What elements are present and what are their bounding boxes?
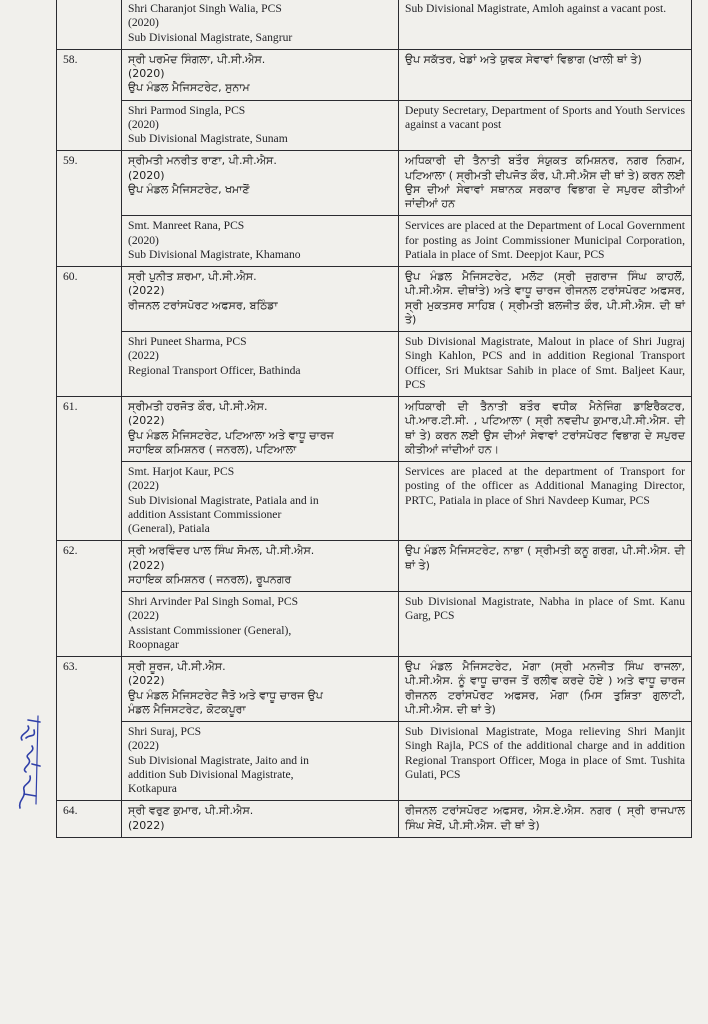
posting-cell	[399, 722, 692, 801]
officer-line: ਉਪ ਮੰਡਲ ਮੈਜਿਸਟਰੇਟ, ਸੁਨਾਮ	[128, 81, 250, 95]
posting-text: Services are placed at the Department of Local Government for posting as Joint Commissioner Municipal Corporation, Patiala in place of Smt. Deepjot Kaur, PCS	[405, 219, 685, 261]
posting-cell	[399, 801, 692, 837]
posting-cell	[399, 592, 692, 657]
officer-line: addition Assistant Commissioner	[128, 507, 282, 521]
table-row	[57, 100, 692, 151]
serial-number: 62.	[57, 541, 122, 657]
officer-cell	[122, 0, 399, 49]
posting-orders-body	[57, 0, 692, 837]
officer-line: Sub Divisional Magistrate, Sunam	[128, 132, 288, 146]
officer-line: Shri Charanjot Singh Walia, PCS	[128, 2, 282, 15]
officer-line: (2020)	[128, 168, 165, 182]
posting-cell	[399, 541, 692, 592]
posting-cell	[399, 397, 692, 462]
officer-line: Roopnagar	[128, 637, 179, 651]
officer-line: (2022)	[128, 414, 165, 428]
posting-text: Services are placed at the department of Transport for posting of the officer as Additional Managing Director, PRTC, Patiala in place of Shri Navdeep Kumar, PCS	[405, 464, 685, 507]
officer-cell	[122, 216, 399, 267]
officer-cell	[122, 331, 399, 396]
officer-line: ਸਹਾਇਕ ਕਮਿਸ਼ਨਰ ( ਜਨਰਲ), ਰੂਪਨਗਰ	[128, 572, 292, 586]
officer-line: Sub Divisional Magistrate, Jaito and in	[128, 753, 309, 767]
officer-cell	[122, 461, 399, 540]
serial-number: 58.	[57, 49, 122, 151]
posting-text: Sub Divisional Magistrate, Amloh against a vacant post.	[405, 2, 667, 15]
officer-line: (2020)	[128, 117, 159, 131]
table-row	[57, 541, 692, 592]
officer-line: Shri Puneet Sharma, PCS	[128, 334, 247, 348]
officer-line: ਸ੍ਰੀ ਪੁਨੀਤ ਸ਼ਰਮਾ, ਪੀ.ਸੀ.ਐਸ.	[128, 270, 257, 284]
officer-line: ਸ੍ਰੀ ਵਰੁਣ ਕੁਮਾਰ, ਪੀ.ਸੀ.ਐਸ.	[128, 804, 254, 818]
posting-text: Sub Divisional Magistrate, Nabha in place of Smt. Kanu Garg, PCS	[405, 595, 685, 623]
table-row	[57, 151, 692, 216]
officer-cell	[122, 397, 399, 462]
serial-number: 60.	[57, 267, 122, 397]
serial-number: 61.	[57, 397, 122, 541]
officer-line: ਸ੍ਰੀ ਪਰਮੋਦ ਸਿੰਗਲਾ, ਪੀ.ਸੀ.ਐਸ.	[128, 52, 266, 66]
officer-line: ਉਪ ਮੰਡਲ ਮੈਜਿਸਟਰੇਟ, ਪਟਿਆਲਾ ਅਤੇ ਵਾਧੂ ਚਾਰਜ	[128, 428, 334, 442]
officer-line: Smt. Manreet Rana, PCS	[128, 219, 245, 233]
table-row	[57, 801, 692, 837]
officer-line: ਸ੍ਰੀਮਤੀ ਹਰਜੋਤ ਕੌਰ, ਪੀ.ਸੀ.ਐਸ.	[128, 400, 268, 414]
officer-line: Sub Divisional Magistrate, Sangrur	[128, 30, 293, 44]
officer-line: (General), Patiala	[128, 522, 210, 536]
officer-line: (2022)	[128, 558, 165, 572]
serial-number: 63.	[57, 657, 122, 801]
handwritten-signature	[10, 704, 50, 814]
posting-text: ਉਪ ਸਕੱਤਰ, ਖੇਡਾਂ ਅਤੇ ਯੁਵਕ ਸੇਵਾਵਾਂ ਵਿਭਾਗ (ਖਾਲੀ ਥਾਂ ਤੇ)	[405, 52, 642, 66]
posting-text: ਉਪ ਮੰਡਲ ਮੈਜਿਸਟਰੇਟ, ਮਲੋਟ (ਸ੍ਰੀ ਜੁਗਰਾਜ ਸਿੰਘ ਕਾਹਲੋਂ, ਪੀ.ਸੀ.ਐਸ. ਦੀਥਾਂਤੇ) ਅਤੇ ਵਾਧੂ ਚਾਰਜ ਰੀਜਨਲ ਟਰਾਂਸਪੋਰਟ ਅਫਸਰ, ਸ੍ਰੀ ਮੁਕਤਸਰ ਸਾਹਿਬ ( ਸ੍ਰੀਮਤੀ ਬਲਜੀਤ ਕੌਰ, ਪੀ.ਸੀ.ਐਸ. ਦੀ ਥਾਂ ਤੇ)	[405, 270, 685, 326]
posting-text: Sub Divisional Magistrate, Malout in place of Shri Jugraj Singh Kahlon, PCS and in addition Regional Transport Officer, Sri Muktsar Sahib in place of Smt. Baljeet Kaur, PCS	[405, 334, 685, 391]
officer-cell	[122, 657, 399, 722]
officer-cell	[122, 541, 399, 592]
officer-line: (2022)	[128, 739, 159, 753]
posting-text: ਰੀਜਨਲ ਟਰਾਂਸਪੋਰਟ ਅਫਸਰ, ਐਸ.ਏ.ਐਸ. ਨਗਰ ( ਸ੍ਰੀ ਰਾਜਪਾਲ ਸਿੰਘ ਸੇਖੋਂ, ਪੀ.ਸੀ.ਐਸ. ਦੀ ਥਾਂ ਤੇ)	[405, 804, 685, 832]
posting-text: ਉਪ ਮੰਡਲ ਮੈਜਿਸਟਰੇਟ, ਨਾਭਾ ( ਸ੍ਰੀਮਤੀ ਕਨੂ ਗਰਗ, ਪੀ.ਸੀ.ਐਸ. ਦੀ ਥਾਂ ਤੇ)	[405, 544, 685, 572]
officer-line: (2022)	[128, 674, 165, 688]
posting-text: ਅਧਿਕਾਰੀ ਦੀ ਤੈਨਾਤੀ ਬਤੌਰ ਸੰਯੁਕਤ ਕਮਿਸ਼ਨਰ, ਨਗਰ ਨਿਗਮ, ਪਟਿਆਲਾ ( ਸ੍ਰੀਮਤੀ ਦੀਪਜੋਤ ਕੌਰ, ਪੀ.ਸੀ.ਐਸ ਦੀ ਥਾਂ ਤੇ) ਕਰਨ ਲਈ ਉਸ ਦੀਆਂ ਸੇਵਾਵਾਂ ਸਥਾਨਕ ਸਰਕਾਰ ਵਿਭਾਗ ਦੇ ਸਪੁਰਦ ਕੀਤੀਆਂ ਜਾਂਦੀਆਂ ਹਨ	[405, 154, 685, 210]
officer-cell	[122, 801, 399, 837]
officer-line: (2022)	[128, 818, 165, 832]
officer-line: Assistant Commissioner (General),	[128, 623, 292, 637]
posting-cell	[399, 216, 692, 267]
posting-cell	[399, 100, 692, 151]
officer-line: addition Sub Divisional Magistrate,	[128, 767, 294, 781]
posting-cell	[399, 461, 692, 540]
officer-line: ਉਪ ਮੰਡਲ ਮੈਜਿਸਟਰੇਟ ਜੈਤੋ ਅਤੇ ਵਾਧੂ ਚਾਰਜ ਉਪ	[128, 688, 323, 702]
officer-cell	[122, 100, 399, 151]
table-row	[57, 331, 692, 396]
table-row	[57, 397, 692, 462]
officer-line: Sub Divisional Magistrate, Khamano	[128, 247, 301, 261]
posting-orders-table	[56, 0, 692, 838]
officer-cell	[122, 592, 399, 657]
officer-line: (2022)	[128, 479, 159, 493]
officer-line: Kotkapura	[128, 782, 177, 796]
officer-line: ਸ੍ਰੀ ਸੂਰਜ, ਪੀ.ਸੀ.ਐਸ.	[128, 660, 226, 674]
officer-line: ਸ੍ਰੀ ਅਰਵਿੰਦਰ ਪਾਲ ਸਿੰਘ ਸੋਮਲ, ਪੀ.ਸੀ.ਐਸ.	[128, 544, 315, 558]
officer-line: ਸਹਾਇਕ ਕਮਿਸ਼ਨਰ ( ਜਨਰਲ), ਪਟਿਆਲਾ	[128, 442, 297, 456]
table-row	[57, 0, 692, 49]
posting-text: ਉਪ ਮੰਡਲ ਮੈਜਿਸਟਰੇਟ, ਮੋਗਾ (ਸ੍ਰੀ ਮਨਜੀਤ ਸਿੰਘ ਰਾਜਲਾ, ਪੀ.ਸੀ.ਐਸ. ਨੂੰ ਵਾਧੂ ਚਾਰਜ ਤੋਂ ਰਲੀਵ ਕਰਦੇ ਹੋਏ ) ਅਤੇ ਵਾਧੂ ਚਾਰਜ ਰੀਜਨਲ ਟਰਾਂਸਪੋਰਟ ਅਫਸਰ, ਮੋਗਾ (ਮਿਸ ਤੁਸ਼ਿਤਾ ਗੁਲਾਟੀ, ਪੀ.ਸੀ.ਐਸ. ਦੀ ਥਾਂ ਤੇ)	[405, 660, 685, 716]
posting-cell	[399, 151, 692, 216]
officer-line: Shri Parmod Singla, PCS	[128, 103, 246, 117]
officer-cell	[122, 722, 399, 801]
officer-line: ਰੀਜਨਲ ਟਰਾਂਸਪੋਰਟ ਅਫਸਰ, ਬਠਿੰਡਾ	[128, 298, 278, 312]
officer-line: ਸ੍ਰੀਮਤੀ ਮਨਰੀਤ ਰਾਣਾ, ਪੀ.ਸੀ.ਐਸ.	[128, 154, 277, 168]
serial-number: 59.	[57, 151, 122, 267]
officer-line: (2020)	[128, 67, 165, 81]
table-row	[57, 267, 692, 332]
officer-line: (2020)	[128, 233, 159, 247]
officer-line: Shri Suraj, PCS	[128, 725, 202, 738]
officer-line: Smt. Harjot Kaur, PCS	[128, 464, 235, 478]
officer-cell	[122, 267, 399, 332]
table-row	[57, 49, 692, 100]
officer-line: ਉਪ ਮੰਡਲ ਮੈਜਿਸਟਰੇਟ, ਖਮਾਣੋਂ	[128, 182, 250, 196]
posting-cell	[399, 657, 692, 722]
posting-text: ਅਧਿਕਾਰੀ ਦੀ ਤੈਨਾਤੀ ਬਤੌਰ ਵਧੀਕ ਮੈਨੇਜਿੰਗ ਡਾਇਰੈਕਟਰ, ਪੀ.ਆਰ.ਟੀ.ਸੀ. , ਪਟਿਆਲਾ ( ਸ੍ਰੀ ਨਵਦੀਪ ਕੁਮਾਰ,ਪੀ.ਸੀ.ਐਸ. ਦੀ ਥਾਂ ਤੇ) ਕਰਨ ਲਈ ਉਸ ਦੀਆਂ ਸੇਵਾਵਾਂ ਟਰਾਂਸਪੋਰਟ ਵਿਭਾਗ ਦੇ ਸਪੁਰਦ ਕੀਤੀਆਂ ਜਾਂਦੀਆਂ ਹਨ।	[405, 400, 685, 456]
serial-number: 64.	[57, 801, 122, 837]
posting-cell	[399, 0, 692, 49]
table-row	[57, 657, 692, 722]
table-row	[57, 592, 692, 657]
officer-line: (2020)	[128, 16, 159, 30]
serial-number	[57, 0, 122, 49]
table-row	[57, 216, 692, 267]
posting-text: Sub Divisional Magistrate, Moga relieving Shri Manjit Singh Rajla, PCS of the additional charge and in addition Regional Transport Officer, Moga in place of Smt. Tushita Gulati, PCS	[405, 725, 685, 781]
table-row	[57, 461, 692, 540]
officer-cell	[122, 151, 399, 216]
posting-cell	[399, 267, 692, 332]
officer-cell	[122, 49, 399, 100]
officer-line: Sub Divisional Magistrate, Patiala and in	[128, 493, 319, 507]
officer-line: Shri Arvinder Pal Singh Somal, PCS	[128, 595, 299, 608]
officer-line: (2022)	[128, 284, 165, 298]
posting-cell	[399, 331, 692, 396]
table-row	[57, 722, 692, 801]
officer-line: Regional Transport Officer, Bathinda	[128, 363, 301, 377]
officer-line: ਮੰਡਲ ਮੈਜਿਸਟਰੇਟ, ਕੋਟਕਪੂਰਾ	[128, 702, 246, 716]
officer-line: (2022)	[128, 609, 159, 623]
posting-text: Deputy Secretary, Department of Sports and Youth Services against a vacant post	[405, 103, 685, 131]
posting-cell	[399, 49, 692, 100]
officer-line: (2022)	[128, 349, 159, 363]
